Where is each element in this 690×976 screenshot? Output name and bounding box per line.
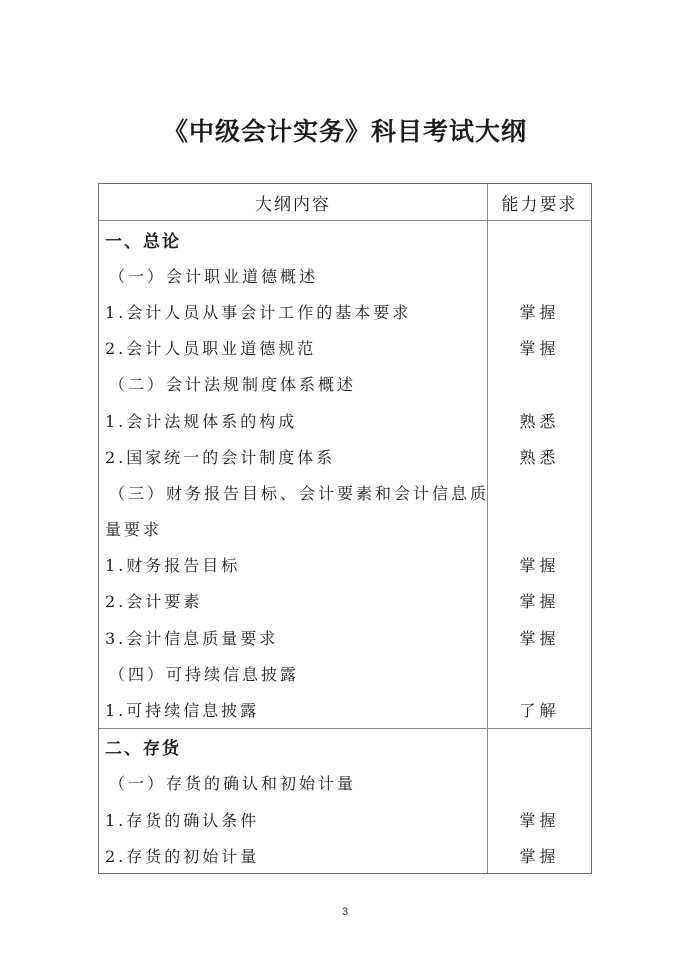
subsection-heading: （一）存货的确认和初始计量 [109, 774, 357, 794]
requirement-cell: 掌握 [519, 846, 560, 866]
subsection-heading: （四）可持续信息披露 [109, 664, 300, 684]
table-header [99, 184, 591, 221]
requirement-cell: 掌握 [519, 628, 560, 648]
subsection-heading-continued: 量要求 [105, 520, 163, 540]
document-title: 《中级会计实务》科目考试大纲 [162, 117, 527, 146]
requirement-cell: 掌握 [519, 556, 560, 576]
requirement-cell: 掌握 [519, 810, 560, 830]
requirement-column [488, 221, 591, 728]
section-inventory [99, 729, 591, 874]
table-row-content: 2.会计要素 [105, 592, 203, 612]
subsection-heading: （三）财务报告目标、会计要素和会计信息质 [109, 483, 490, 503]
table-row-content: 1.存货的确认条件 [105, 810, 260, 830]
requirement-cell [488, 257, 591, 293]
section-heading: 一、总论 [105, 231, 181, 252]
content-column [99, 221, 488, 728]
syllabus-table [98, 183, 592, 874]
subsection-heading: （二）会计法规制度体系概述 [109, 375, 357, 395]
requirement-cell: 掌握 [519, 302, 560, 322]
content-column [99, 729, 488, 874]
header-requirement: 能力要求 [501, 194, 578, 215]
requirement-cell: 掌握 [519, 592, 560, 612]
requirement-cell: 掌握 [519, 339, 560, 359]
requirement-cell [488, 511, 591, 547]
section-heading: 二、存货 [105, 739, 181, 760]
requirement-cell [488, 221, 591, 257]
table-row-content: 1.会计法规体系的构成 [105, 411, 298, 431]
requirement-cell: 熟悉 [519, 411, 560, 431]
section-general [99, 221, 591, 729]
requirement-cell [488, 474, 591, 510]
table-row-content: 2.存货的初始计量 [105, 846, 260, 866]
table-row-content: 2.国家统一的会计制度体系 [105, 447, 336, 467]
table-row-content: 2.会计人员职业道德规范 [105, 339, 317, 359]
subsection-heading: （一）会计职业道德概述 [109, 266, 319, 286]
requirement-cell [488, 655, 591, 691]
table-row-content: 1.财务报告目标 [105, 556, 241, 576]
requirement-column [488, 729, 591, 874]
page-number: 3 [341, 906, 349, 918]
requirement-cell: 熟悉 [519, 447, 560, 467]
table-row-content: 1.会计人员从事会计工作的基本要求 [105, 302, 412, 322]
table-row-content: 1.可持续信息披露 [105, 701, 260, 721]
requirement-cell [488, 366, 591, 402]
requirement-cell [488, 765, 591, 801]
requirement-cell [488, 729, 591, 765]
header-content: 大纲内容 [99, 184, 488, 220]
requirement-cell: 了解 [519, 701, 560, 721]
table-row-content: 3.会计信息质量要求 [105, 628, 279, 648]
